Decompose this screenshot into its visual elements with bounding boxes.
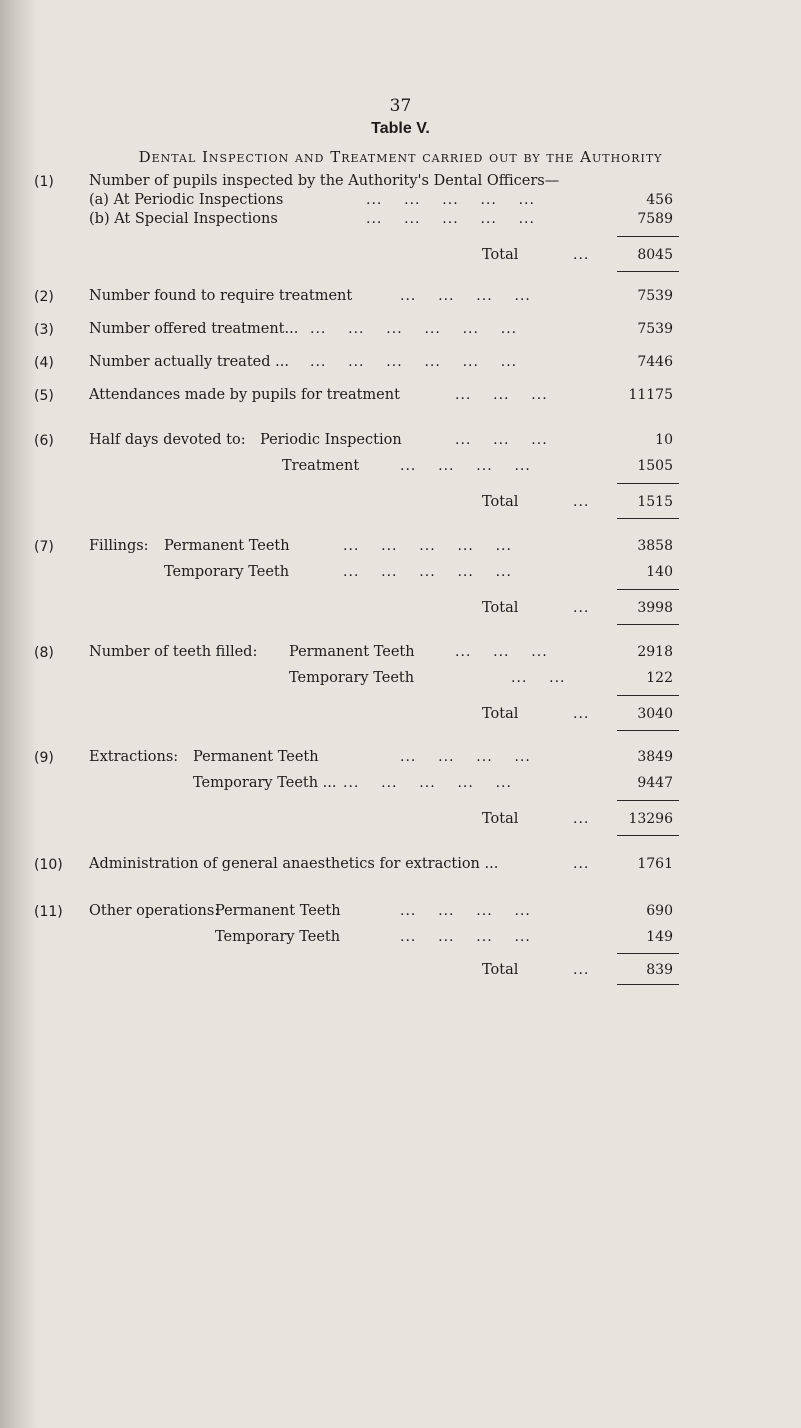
item-subline: Temporary Teeth [289,670,415,686]
leader-dots: ... [573,706,590,722]
leader-dots: ... ... ... [455,432,548,448]
item-value: 7446 [637,354,673,370]
total-rule [617,624,679,625]
total-rule [617,483,679,484]
leader-dots: ... ... ... ... ... ... [310,321,518,337]
item-label: Number found to require treatment [89,288,353,304]
item-label: Fillings: [89,538,149,554]
item-label: Administration of general anaesthetics for extraction ... [89,856,499,872]
item-value: 7539 [637,321,673,337]
total-label: Total [482,247,519,263]
total-rule [617,518,679,519]
total-label: Total [482,811,519,827]
leader-dots: ... ... ... ... [400,903,531,919]
item-number: (9) [34,750,54,766]
item-value: 456 [646,192,673,208]
item-subline: Periodic Inspection [260,432,402,448]
item-label: Extractions: [89,749,179,765]
leader-dots: ... [573,247,590,263]
total-value: 3040 [637,706,673,722]
item-value: 1505 [637,458,673,474]
item-number: (5) [34,388,54,404]
item-number: (10) [34,857,63,873]
item-subline: Treatment [282,458,360,474]
total-label: Total [482,600,519,616]
leader-dots: ... ... ... ... ... [343,775,512,791]
item-subline: Temporary Teeth [164,564,290,580]
total-label: Total [482,706,519,722]
leader-dots: ... [573,811,590,827]
item-number: (6) [34,433,54,449]
leader-dots: ... [573,856,590,872]
item-subline: Temporary Teeth [215,929,341,945]
leader-dots: ... ... ... ... ... [343,538,512,554]
page-edge-shadow [0,0,38,1428]
total-label: Total [482,962,519,978]
item-subline: Temporary Teeth ... [193,775,337,791]
item-value: 7589 [637,211,673,227]
item-value: 11175 [628,387,673,403]
item-number: (4) [34,355,54,371]
item-value: 3858 [637,538,673,554]
total-rule [617,953,679,954]
item-number: (7) [34,539,54,555]
item-value: 1761 [637,856,673,872]
leader-dots: ... ... ... ... ... [343,564,512,580]
total-rule [617,236,679,237]
item-number: (8) [34,645,54,661]
item-label: Half days devoted to: [89,432,246,448]
item-number: (11) [34,904,63,920]
item-subline: Permanent Teeth [289,644,415,660]
leader-dots: ... [573,600,590,616]
item-label: Number actually treated ... [89,354,289,370]
table-subtitle: Dental Inspection and Treatment carried out by the Authority [138,148,663,166]
leader-dots: ... ... ... ... [400,458,531,474]
leader-dots: ... [573,962,590,978]
item-value: 7539 [637,288,673,304]
item-label: Number of pupils inspected by the Authority's Dental Officers— [89,173,560,189]
leader-dots: ... ... ... ... ... ... [310,354,518,370]
total-rule [617,730,679,731]
leader-dots: ... ... ... [455,644,548,660]
item-label: Other operations: [89,903,220,919]
leader-dots: ... ... ... ... [400,288,531,304]
total-rule [617,695,679,696]
item-number: (2) [34,289,54,305]
total-rule [617,835,679,836]
leader-dots: ... ... ... [455,387,548,403]
item-subline: (a) At Periodic Inspections [89,192,284,208]
item-label: Attendances made by pupils for treatment [89,387,400,403]
item-subline: (b) At Special Inspections [89,211,278,227]
item-value: 9447 [637,775,673,791]
total-rule [617,271,679,272]
item-subline: Permanent Teeth [164,538,290,554]
item-label: Number offered treatment... [89,321,299,337]
page-number: 37 [389,96,412,116]
leader-dots: ... ... ... ... [400,749,531,765]
item-number: (3) [34,322,54,338]
total-rule [617,984,679,985]
leader-dots: ... ... ... ... [400,929,531,945]
item-value: 149 [646,929,673,945]
leader-dots: ... ... ... ... ... [366,211,535,227]
item-value: 122 [646,670,673,686]
item-subline: Permanent Teeth [193,749,319,765]
leader-dots: ... ... [511,670,566,686]
leader-dots: ... ... ... ... ... [366,192,535,208]
total-label: Total [482,494,519,510]
item-value: 10 [655,432,673,448]
item-value: 690 [646,903,673,919]
item-subline: Permanent Teeth [215,903,341,919]
total-rule [617,589,679,590]
leader-dots: ... [573,494,590,510]
item-number: (1) [34,174,54,190]
item-value: 3849 [637,749,673,765]
total-rule [617,800,679,801]
item-value: 140 [646,564,673,580]
total-value: 839 [646,962,673,978]
table-label: Table V. [371,120,430,137]
item-value: 2918 [637,644,673,660]
item-label: Number of teeth filled: [89,644,258,660]
total-value: 13296 [628,811,673,827]
total-value: 1515 [637,494,673,510]
total-value: 3998 [637,600,673,616]
total-value: 8045 [637,247,673,263]
